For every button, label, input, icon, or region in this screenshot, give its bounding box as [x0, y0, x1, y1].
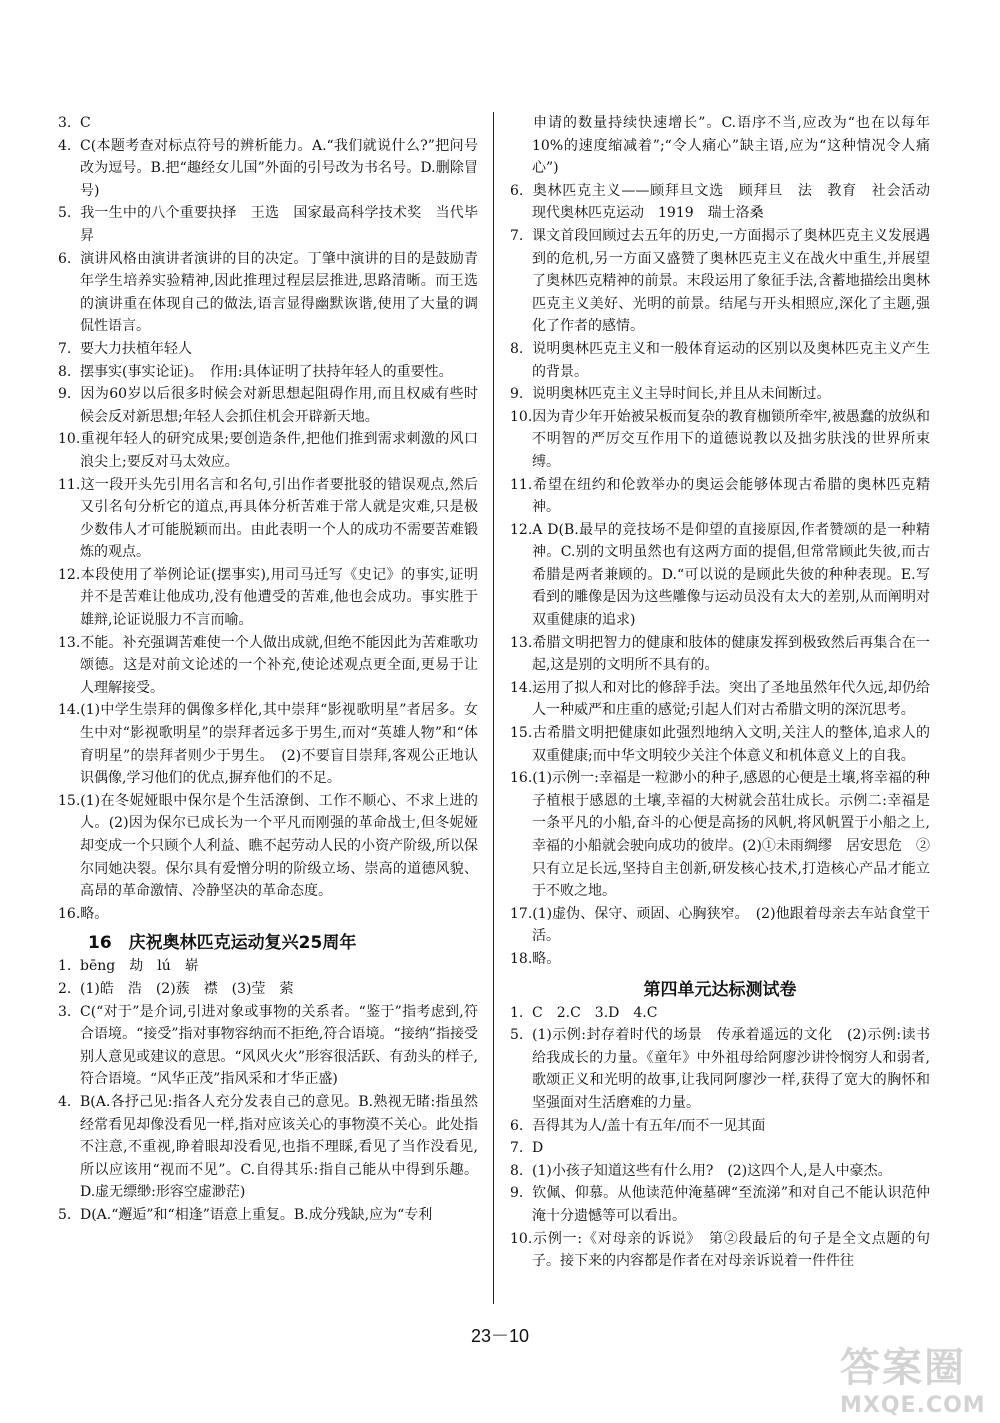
answer-item — [58, 202, 478, 247]
answer-text: (1)中学生崇拜的偶像多样化,其中崇拜“影视歌明星”者居多。女生中对“影视歌明星”的崇拜者远多于男生,而对“英雄人物”和“体育明星”的崇拜者则少于男生。 (2)不要盲目崇拜,客观公正地认识偶像,学习他们的优点,摒弃他们的不足。 — [80, 702, 478, 787]
column-divider — [493, 112, 494, 1304]
answer-item — [510, 1002, 930, 1025]
answer-number: 6. — [58, 250, 72, 267]
right-column — [510, 112, 944, 1273]
answer-number: 5. — [510, 1027, 524, 1044]
answer-text: 古希腊文明把健康如此强烈地纳入文明,关注人的整体,追求人的双重健康;而中华文明较少关注个体意义和机体意义上的自我。 — [532, 725, 930, 764]
answer-number: 9. — [510, 1185, 524, 1202]
answer-text: A D(B.最早的竞技场不是仰望的直接原因,作者赞颂的是一种精神。C.别的文明虽然也有这两方面的提倡,但常常顾此失彼,而古希腊是两者兼顾的。D.“可以说的是顾此失彼的种种表现。E.写看到的雕像是因为这些雕像与运动员没有太大的差别,从而阐明对双重健康的追求) — [532, 521, 930, 629]
answer-item — [510, 1024, 930, 1114]
answer-text: 课文首段回顾过去五年的历史,一方面揭示了奥林匹克主义发展遇到的危机,另一方面又盛赞了奥林匹克主义在战火中重生,并展望了奥林匹克精神的前景。末段运用了象征手法,含蓄地描绘出奥林匹克主义美好、光明的前景。结尾与开头相照应,深化了主题,强化了作者的感情。 — [532, 227, 930, 335]
answer-text: 演讲风格由演讲者演讲的目的决定。丁肇中演讲的目的是鼓励青年学生培养实验精神,因此推理过程层层推进,思路清晰。而王选的演讲重在体现自己的做法,语言显得幽默诙谐,使用了大量的调侃性语言。 — [80, 250, 478, 335]
answer-number: 3. — [58, 115, 72, 131]
answer-text: (1)示例:封存着时代的场景 传承着遥远的文化 (2)示例:读书给我成长的力量。《童年》中外祖母给阿廖沙讲怜悯穷人和弱者,歌颂正义和光明的故事,让我同阿廖沙一样,获得了宽大的胸怀和坚强面对生活磨难的力量。 — [532, 1027, 930, 1111]
answer-item — [510, 1115, 930, 1138]
answer-number: 5. — [58, 205, 72, 222]
answer-item — [58, 248, 478, 338]
answer-item — [58, 955, 478, 978]
answer-number: 12. — [510, 521, 533, 538]
answer-item — [510, 677, 930, 722]
answer-text: 吾得其为人/盖十有五年/而不一见其面 — [532, 1117, 766, 1134]
answer-item — [58, 428, 478, 473]
answer-number: 13. — [58, 634, 81, 651]
answer-number: 6. — [510, 182, 524, 199]
answer-text: D(A.“邂逅”和“相逢”语意上重复。B.成分残缺,应为“专利 — [80, 1206, 433, 1223]
left-answer-list — [58, 112, 478, 925]
answer-text: D — [532, 1140, 544, 1157]
answer-text: 摆事实(事实论证)。 作用:具体证明了扶持年轻人的重要性。 — [80, 363, 453, 380]
answer-text: C(本题考查对标点符号的辨析能力。A.“我们就说什么?”把问号改为逗号。B.把“趣经女儿国”外面的引号改为书名号。D.删除冒号) — [80, 137, 478, 199]
answer-number: 7. — [510, 227, 524, 244]
answer-text: 运用了拟人和对比的修辞手法。突出了圣地虽然年代久远,却仍给人一种威严和庄重的感觉;引起人们对古希腊文明的深沉思考。 — [532, 679, 930, 719]
answer-number: 9. — [510, 386, 524, 403]
answer-text: 略。 — [80, 905, 109, 922]
answer-text: 示例一:《对母亲的诉说》 第②段最后的句子是全文点题的句子。接下来的内容都是作者在对母亲诉说着一件件往 — [532, 1230, 930, 1270]
section-16-title: 16 庆祝奥林匹克运动复兴25周年 — [88, 933, 357, 954]
right-answer-list — [510, 112, 944, 971]
answer-number: 2. — [58, 980, 72, 997]
answer-item — [58, 1091, 478, 1204]
unit-4-title: 第四单元达标测试卷 — [643, 979, 797, 1000]
answer-text: (1)小孩子知道这些有什么用? (2)这四个人,是人中豪杰。 — [532, 1162, 892, 1179]
answer-item — [510, 722, 930, 767]
answer-number: 8. — [58, 363, 72, 380]
answer-item — [510, 519, 930, 632]
answer-text: C 2.C 3.D 4.C — [532, 1004, 658, 1021]
answer-item — [510, 1160, 930, 1183]
answer-item — [58, 903, 478, 926]
section-16-answer-list — [58, 955, 478, 1226]
answer-item — [58, 135, 478, 203]
answer-text: 不能。补充强调苦难使一个人做出成就,但绝不能因此为苦难歌功颂德。这是对前文论述的一个补充,使论述观点更全面,更易于让人理解接受。 — [80, 634, 478, 696]
watermark-url: MXQE.COM — [840, 1393, 986, 1418]
watermark-logo — [840, 1336, 990, 1416]
answer-number: 7. — [510, 1140, 524, 1157]
answer-item — [510, 1137, 930, 1160]
answer-text: (1)在冬妮娅眼中保尔是个生活潦倒、工作不顺心、不求上进的人。(2)因为保尔已成长为一个平凡而刚强的革命战士,但冬妮娅却变成一个只顾个人利益、瞧不起劳动人民的小资产阶级,所以保尔同她决裂。保尔具有爱憎分明的阶级立场、崇高的道德风貌、高昂的革命激情、冷静坚决的革命态度。 — [80, 792, 478, 900]
answer-item — [510, 632, 930, 677]
answer-text: B(A.各抒己见:指各人充分发表自己的意见。B.熟视无睹:指虽然经常看见却像没看见一样,指对应该关心的事物漠不关心。此处指不注意,不重视,睁着眼却没看见,也指不理睬,看见了当作没看见,所以应该用“视而不见”。C.自得其乐:指自己能从中得到乐趣。D.虚无缥缈:形容空虚渺茫) — [80, 1093, 478, 1201]
answer-item — [58, 338, 478, 361]
answer-item — [510, 112, 930, 180]
answer-item — [510, 948, 930, 971]
answer-number: 17. — [510, 905, 533, 922]
answer-number: 6. — [510, 1117, 524, 1134]
page-number: 23－10 — [470, 1326, 530, 1346]
answer-item — [510, 383, 930, 406]
answer-item — [58, 790, 478, 903]
answer-item — [58, 361, 478, 384]
answer-number: 11. — [58, 476, 81, 493]
answer-text: 这一段开头先引用名言和名句,引出作者要批驳的错误观点,然后又引名句分析它的道点,再具体分析苦难于常人就是灾难,只是极少数伟人才可能脱颖而出。由此表明一个人的成功不需要苦难锻炼的观点。 — [80, 476, 478, 561]
answer-item — [510, 474, 930, 519]
answer-text: 略。 — [532, 950, 561, 967]
answer-number: 11. — [510, 476, 533, 493]
answer-item — [58, 112, 478, 135]
answer-number: 14. — [510, 679, 533, 696]
answer-text: 奥林匹克主义——顾拜旦文选 顾拜旦 法 教育 社会活动 现代奥林匹克运动 1919 瑞士洛桑 — [532, 182, 944, 222]
left-column — [58, 112, 478, 1227]
answer-text: 申请的数量持续快速增长”。C.语序不当,应改为“也在以每年10%的速度缩减着”;“令人痛心”缺主语,应为“这种情况令人痛心”) — [532, 115, 930, 177]
answer-text: 要大力扶植年轻人 — [80, 340, 192, 357]
answer-number: 13. — [510, 634, 533, 651]
answer-text: 我一生中的八个重要抉择 王选 国家最高科学技术奖 当代毕昇 — [80, 205, 478, 244]
answer-number: 10. — [510, 408, 533, 425]
answer-text: 希望在纽约和伦敦举办的奥运会能够体现古希腊的奥林匹克精神。 — [532, 476, 930, 516]
answer-item — [58, 632, 478, 700]
answer-number: 4. — [58, 1093, 72, 1110]
answer-item — [510, 767, 930, 903]
answer-text: bēng 劫 lú 崭 — [80, 958, 199, 975]
answer-text: 钦佩、仰慕。从他读范仲淹墓碑“至流涕”和对自己不能认识范仲淹十分遗憾等可以看出。 — [532, 1185, 930, 1224]
answer-item — [510, 1228, 930, 1273]
answer-text: C — [80, 115, 91, 131]
answer-number: 5. — [58, 1206, 72, 1223]
answer-item — [58, 564, 478, 632]
answer-text: 因为青少年开始被呆板而复杂的教育枷锁所牵牢,被愚蠢的放纵和不明智的严厉交互作用下的道德说教以及拙劣肤浅的世界所束缚。 — [532, 408, 930, 470]
answer-item — [510, 225, 930, 338]
answer-number: 16. — [510, 770, 533, 787]
answer-item — [510, 406, 930, 474]
answer-text: (1)皓 浩 (2)蔟 襟 (3)莹 萦 — [80, 980, 294, 997]
answer-number: 7. — [58, 340, 72, 357]
answer-number: 14. — [58, 702, 81, 719]
answer-text: 希腊文明把智力的健康和肢体的健康发挥到极致然后再集合在一起,这是别的文明所不具有的。 — [532, 634, 930, 674]
answer-item — [510, 338, 930, 383]
answer-item — [58, 383, 478, 428]
answer-text: C(“对于”是介词,引进对象或事物的关系者。“鉴于”指考虑到,符合语境。“接受”指对事物容纳而不拒绝,符合语境。“接纳”指接受别人意见或建议的意思。“风风火火”形容很活跃、有劲头的样子,符合语境。“风华正茂”指风采和才华正盛) — [80, 1003, 478, 1088]
answer-text: 因为60岁以后很多时候会对新思想起阻碍作用,而且权威有些时候会反对新思想;年轻人会抓住机会开辟新天地。 — [80, 386, 478, 425]
answer-item — [58, 1204, 478, 1227]
answer-number: 1. — [58, 958, 72, 975]
answer-item — [510, 903, 930, 948]
answer-text: 本段使用了举例论证(摆事实),用司马迁写《史记》的事实,证明并不是苦难让他成功,没有他遭受的苦难,他也会成功。事实胜于雄辩,论证说服力不言而喻。 — [80, 566, 478, 629]
answer-item — [58, 978, 478, 1001]
answer-text: (1)虚伪、保守、顽固、心胸狭窄。 (2)他跟着母亲去车站食堂干活。 — [532, 905, 930, 945]
answer-number: 18. — [510, 950, 533, 967]
answer-item — [510, 1182, 930, 1227]
answer-item — [510, 180, 944, 225]
answer-number: 8. — [510, 1162, 524, 1179]
answer-number: 3. — [58, 1003, 72, 1020]
watermark-logo-text: 答案圈 — [840, 1345, 966, 1391]
answer-number: 16. — [58, 905, 81, 922]
answer-text: (1)示例一:幸福是一粒渺小的种子,感恩的心便是土壤,将幸福的种子植根于感恩的土壤,幸福的大树就会茁壮成长。示例二:幸福是一条平凡的小船,奋斗的心便是高扬的风帆,将风帆置于小船之上,幸福的小船就会驶向成功的彼岸。(2)①未雨绸缪 居安思危 ②只有立足长远,坚持自主创新,研发核心技术,打造核心产品才能立于不败之地。 — [532, 770, 930, 900]
answer-text: 说明奥林匹克主义和一般体育运动的区别以及奥林匹克主义产生的背景。 — [532, 340, 930, 380]
answer-item — [58, 474, 478, 564]
answer-number: 1. — [510, 1004, 524, 1021]
answer-text: 重视年轻人的研究成果;要创造条件,把他们推到需求刺激的风口浪尖上;要反对马太效应。 — [80, 431, 478, 470]
answer-number: 8. — [510, 340, 524, 357]
answer-number: 4. — [58, 137, 72, 154]
answer-number: 15. — [510, 725, 533, 742]
answer-number: 10. — [510, 1230, 533, 1247]
answer-item — [58, 1001, 478, 1091]
answer-text: 说明奥林匹克主义主导时间长,并且从未间断过。 — [532, 386, 831, 403]
answer-number: 10. — [58, 431, 81, 448]
answer-item — [58, 699, 478, 789]
answer-number: 12. — [58, 566, 81, 583]
answer-number: 15. — [58, 792, 81, 809]
unit-4-answer-list — [510, 1002, 930, 1273]
answer-number: 9. — [58, 386, 72, 403]
